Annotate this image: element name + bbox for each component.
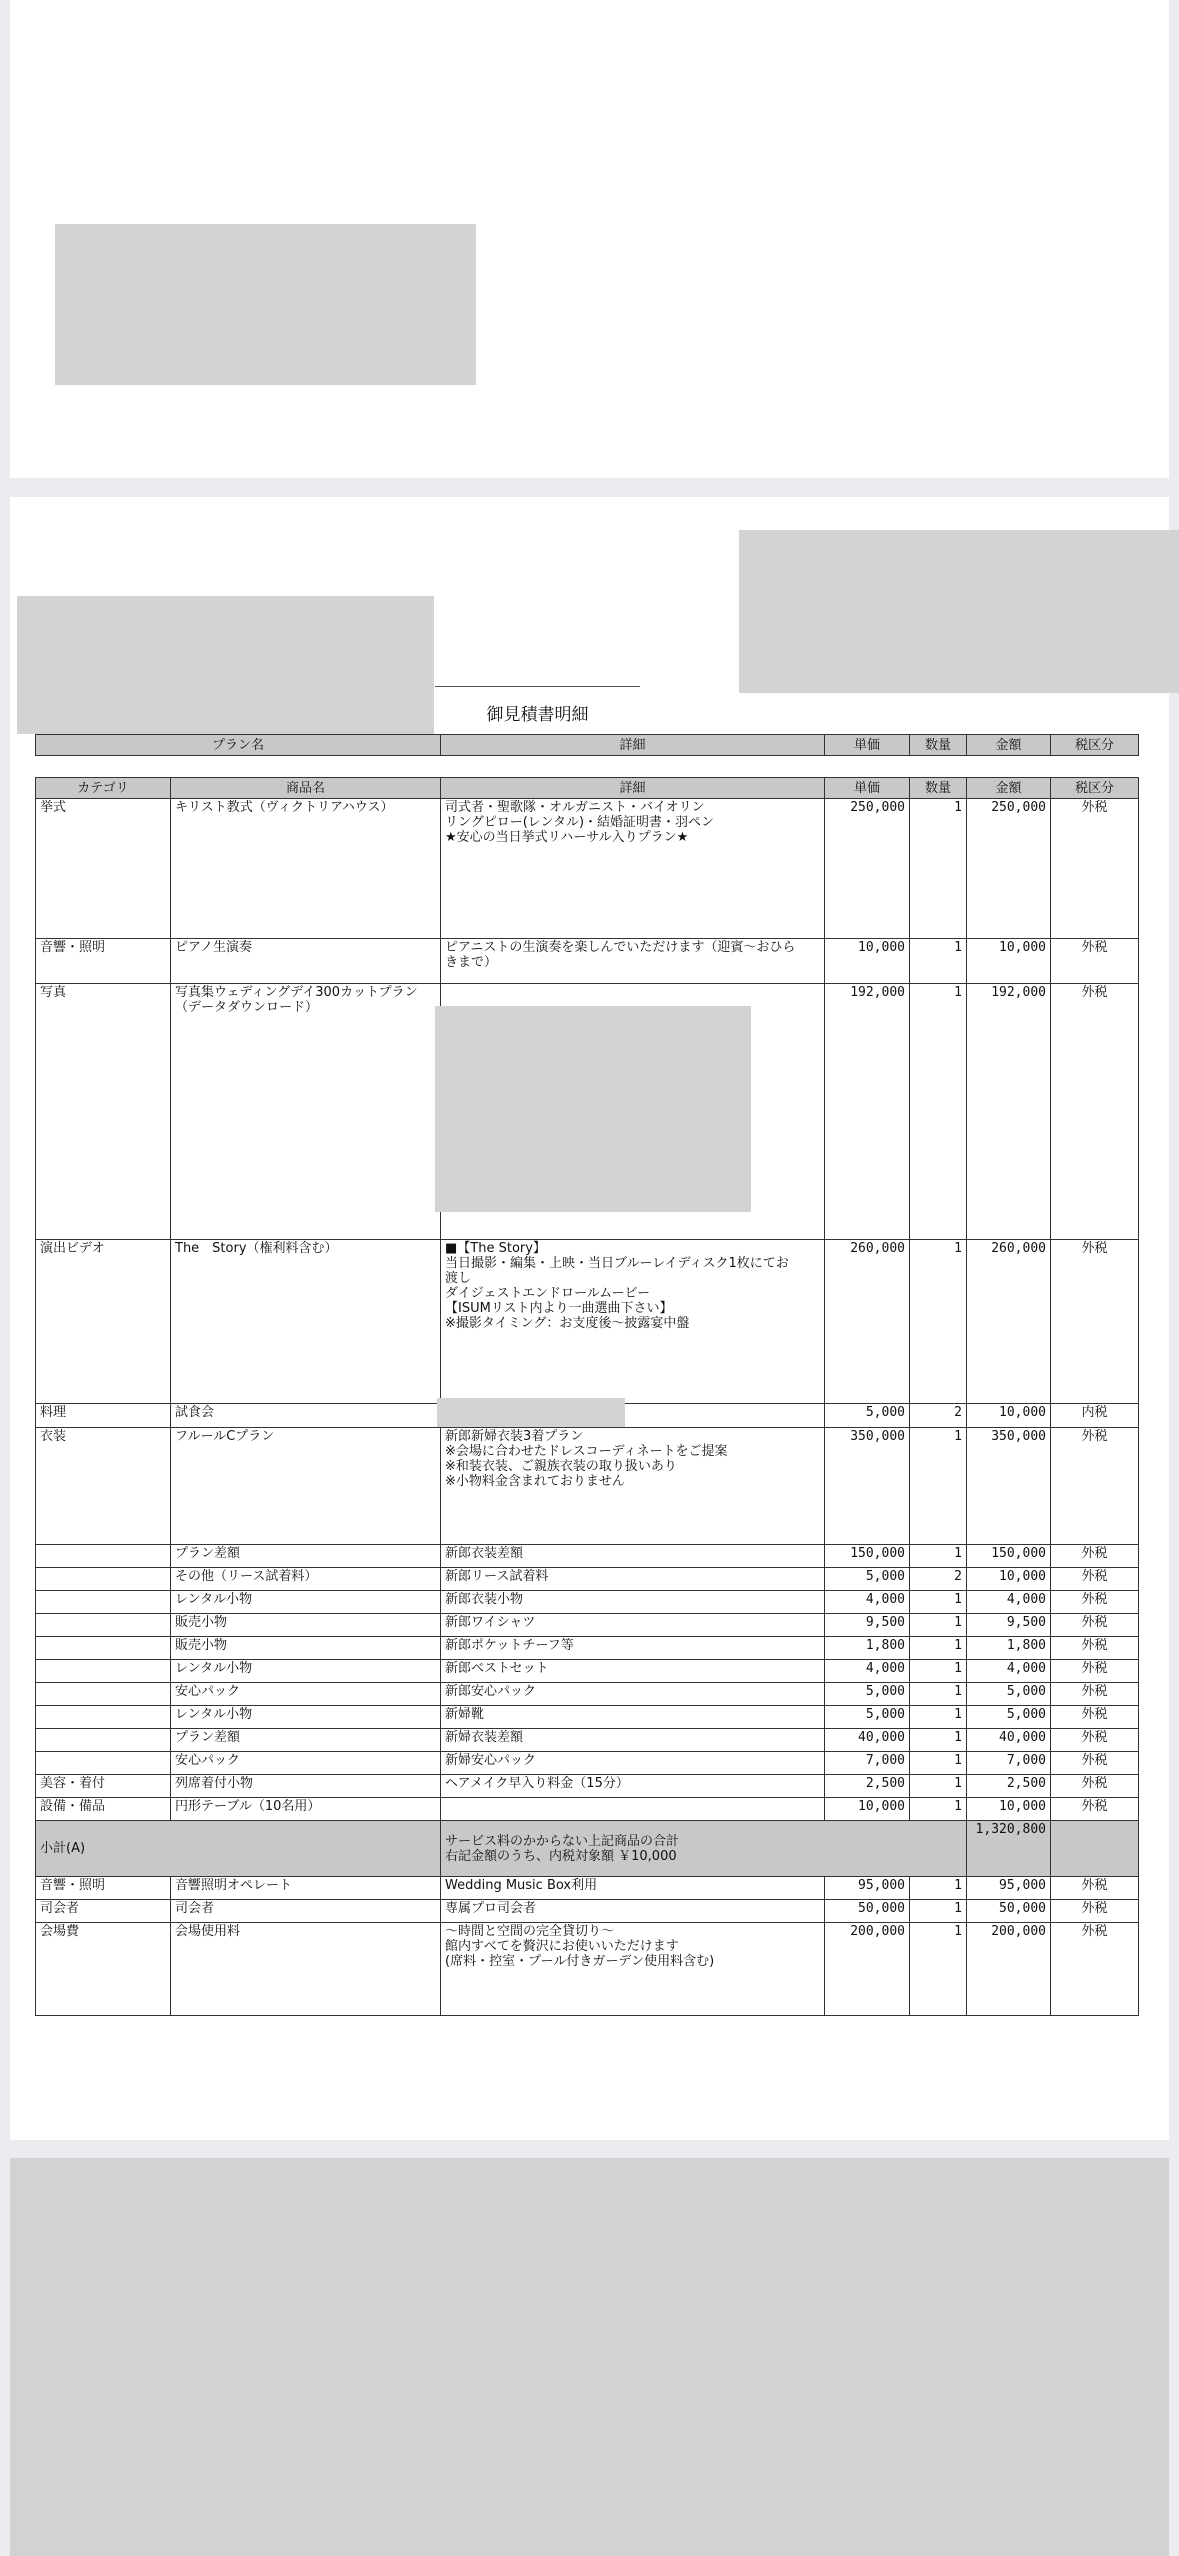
qty-cell: 1 [910, 1752, 967, 1775]
tax-cell: 外税 [1051, 1775, 1139, 1798]
category-cell: 設備・備品 [36, 1798, 171, 1821]
tax-cell: 外税 [1051, 1683, 1139, 1706]
redacted-block [55, 224, 476, 385]
unit-price-cell: 9,500 [825, 1614, 910, 1637]
qty-cell: 1 [910, 1775, 967, 1798]
amount-cell: 1,800 [967, 1637, 1051, 1660]
header-detail: 詳細 [441, 735, 825, 756]
detail-cell [441, 1428, 825, 1545]
category-cell [36, 1752, 171, 1775]
tax-cell: 外税 [1051, 1752, 1139, 1775]
amount-cell: 350,000 [967, 1428, 1051, 1545]
category-cell [36, 1660, 171, 1683]
detail-line: ※和装衣装、ご親族衣装の取り扱いあり [445, 1459, 677, 1474]
detail-line: 新婦安心パック [445, 1753, 537, 1768]
subtotal-note [441, 1821, 967, 1877]
table-row [36, 1752, 1139, 1775]
qty-cell: 2 [910, 1404, 967, 1428]
detail-line: 新婦靴 [445, 1707, 485, 1722]
detail-line: ピアニストの生演奏を楽しんでいただけます（迎賓～おひら [445, 940, 796, 955]
amount-cell: 10,000 [967, 939, 1051, 984]
unit-price-cell: 5,000 [825, 1683, 910, 1706]
subtotal-amount: 1,320,800 [967, 1821, 1051, 1877]
detail-line: ※撮影タイミング：お支度後～披露宴中盤 [445, 1316, 690, 1331]
redacted-block [435, 1006, 751, 1212]
header-amount: 金額 [967, 735, 1051, 756]
detail-line: ダイジェストエンドロールムービー [445, 1286, 651, 1301]
category-cell: 音響・照明 [36, 1877, 171, 1900]
detail-cell [441, 1706, 825, 1729]
unit-price-cell: 10,000 [825, 1798, 910, 1821]
detail-cell [441, 939, 825, 984]
table-row [36, 1923, 1139, 2016]
detail-line: 【ISUMリスト内より一曲選曲下さい】 [445, 1301, 673, 1316]
tax-cell: 外税 [1051, 1614, 1139, 1637]
header-product: 商品名 [171, 778, 441, 799]
amount-cell: 4,000 [967, 1591, 1051, 1614]
amount-cell: 5,000 [967, 1706, 1051, 1729]
qty-cell: 2 [910, 1568, 967, 1591]
detail-line: 当日撮影・編集・上映・当日ブルーレイディスク1枚にてお [445, 1256, 789, 1271]
header-unit-price: 単価 [825, 735, 910, 756]
qty-cell: 1 [910, 1660, 967, 1683]
unit-price-cell: 250,000 [825, 799, 910, 939]
table-row [36, 1614, 1139, 1637]
tax-cell: 内税 [1051, 1404, 1139, 1428]
detail-cell [441, 1798, 825, 1821]
tax-cell: 外税 [1051, 1240, 1139, 1404]
category-cell [36, 1614, 171, 1637]
unit-price-cell: 192,000 [825, 984, 910, 1240]
detail-line: ★安心の当日挙式リハーサル入りプラン★ [445, 830, 689, 845]
unit-price-cell: 5,000 [825, 1568, 910, 1591]
detail-cell [441, 799, 825, 939]
amount-cell: 7,000 [967, 1752, 1051, 1775]
qty-cell: 1 [910, 799, 967, 939]
detail-cell [441, 1614, 825, 1637]
category-cell: 司会者 [36, 1900, 171, 1923]
qty-cell: 1 [910, 1614, 967, 1637]
table-row [36, 1568, 1139, 1591]
header-tax: 税区分 [1051, 735, 1139, 756]
document-page-1 [10, 0, 1169, 478]
unit-price-cell: 5,000 [825, 1706, 910, 1729]
subtotal-note-line: 右記金額のうち、内税対象額 ￥10,000 [445, 1848, 677, 1864]
qty-cell: 1 [910, 1240, 967, 1404]
qty-cell: 1 [910, 1637, 967, 1660]
detail-line: ■【The Story】 [445, 1241, 546, 1256]
category-cell: 料理 [36, 1404, 171, 1428]
table-row [36, 1706, 1139, 1729]
redacted-block [17, 596, 434, 734]
plan-header-table [35, 734, 1139, 756]
estimate-table [35, 777, 1139, 2016]
product-cell: 安心パック [171, 1752, 441, 1775]
tax-cell: 外税 [1051, 1428, 1139, 1545]
tax-cell: 外税 [1051, 1637, 1139, 1660]
product-cell: 試食会 [171, 1404, 441, 1428]
unit-price-cell: 10,000 [825, 939, 910, 984]
table-row [36, 1428, 1139, 1545]
subtotal-tax [1051, 1821, 1139, 1877]
detail-line: 新郎ポケットチーフ等 [445, 1638, 574, 1653]
table-row [36, 799, 1139, 939]
table-row [36, 1775, 1139, 1798]
amount-cell: 260,000 [967, 1240, 1051, 1404]
product-cell: ピアノ生演奏 [171, 939, 441, 984]
table-row [36, 1877, 1139, 1900]
detail-line: 新郎ワイシャツ [445, 1615, 536, 1630]
product-cell: 安心パック [171, 1683, 441, 1706]
subtotal-label: 小計(A) [36, 1821, 441, 1877]
table-row [36, 939, 1139, 984]
product-cell: プラン差額 [171, 1729, 441, 1752]
amount-cell: 192,000 [967, 984, 1051, 1240]
tax-cell: 外税 [1051, 799, 1139, 939]
category-cell [36, 1591, 171, 1614]
tax-cell: 外税 [1051, 1900, 1139, 1923]
header-plan-name: プラン名 [36, 735, 441, 756]
detail-line: (席料・控室・プール付きガーデン使用料含む) [445, 1954, 715, 1969]
qty-cell: 1 [910, 1923, 967, 2016]
unit-price-cell: 1,800 [825, 1637, 910, 1660]
tax-cell: 外税 [1051, 1729, 1139, 1752]
subtotal-row [36, 1821, 1139, 1877]
unit-price-cell: 50,000 [825, 1900, 910, 1923]
unit-price-cell: 40,000 [825, 1729, 910, 1752]
detail-line: 司式者・聖歌隊・オルガニスト・バイオリン [445, 800, 705, 815]
category-cell: 演出ビデオ [36, 1240, 171, 1404]
tax-cell: 外税 [1051, 984, 1139, 1240]
detail-line: 専属プロ司会者 [445, 1901, 537, 1916]
unit-price-cell: 150,000 [825, 1545, 910, 1568]
product-cell: 会場使用料 [171, 1923, 441, 2016]
detail-line: ～時間と空間の完全貸切り～ [445, 1924, 615, 1939]
amount-cell: 5,000 [967, 1683, 1051, 1706]
header-tax: 税区分 [1051, 778, 1139, 799]
category-cell: 衣装 [36, 1428, 171, 1545]
detail-line: きまで） [445, 955, 498, 970]
product-cell: 販売小物 [171, 1614, 441, 1637]
detail-cell [441, 1729, 825, 1752]
detail-line: 渡し [445, 1271, 472, 1286]
tax-cell: 外税 [1051, 1660, 1139, 1683]
tax-cell: 外税 [1051, 1706, 1139, 1729]
table-row [36, 1240, 1139, 1404]
amount-cell: 150,000 [967, 1545, 1051, 1568]
detail-cell [441, 1637, 825, 1660]
detail-line: 新郎衣装小物 [445, 1592, 524, 1607]
table-row [36, 1798, 1139, 1821]
detail-line: ※会場に合わせたドレスコーディネートをご提案 [445, 1444, 728, 1459]
unit-price-cell: 7,000 [825, 1752, 910, 1775]
detail-cell [441, 1877, 825, 1900]
qty-cell: 1 [910, 1729, 967, 1752]
product-cell: レンタル小物 [171, 1591, 441, 1614]
table-row [36, 1637, 1139, 1660]
product-cell: プラン差額 [171, 1545, 441, 1568]
tax-cell: 外税 [1051, 1591, 1139, 1614]
amount-cell: 50,000 [967, 1900, 1051, 1923]
qty-cell: 1 [910, 1877, 967, 1900]
product-cell: レンタル小物 [171, 1706, 441, 1729]
amount-cell: 10,000 [967, 1798, 1051, 1821]
amount-cell: 200,000 [967, 1923, 1051, 2016]
qty-cell: 1 [910, 1591, 967, 1614]
amount-cell: 4,000 [967, 1660, 1051, 1683]
detail-line: Wedding Music Box利用 [445, 1878, 598, 1893]
product-cell: その他（リース試着料） [171, 1568, 441, 1591]
amount-cell: 95,000 [967, 1877, 1051, 1900]
amount-cell: 9,500 [967, 1614, 1051, 1637]
table-row [36, 1683, 1139, 1706]
category-cell: 写真 [36, 984, 171, 1240]
header-category: カテゴリ [36, 778, 171, 799]
unit-price-cell: 4,000 [825, 1591, 910, 1614]
detail-line: 館内すべてを贅沢にお使いいただけます [445, 1939, 679, 1954]
category-cell [36, 1545, 171, 1568]
category-cell [36, 1706, 171, 1729]
detail-cell [441, 1240, 825, 1404]
detail-cell [441, 1545, 825, 1568]
qty-cell: 1 [910, 1428, 967, 1545]
subtotal-note-line: サービス料のかからない上記商品の合計 [445, 1833, 680, 1849]
table-row [36, 1900, 1139, 1923]
document-page-3 [10, 2158, 1169, 2556]
table-row [36, 1545, 1139, 1568]
unit-price-cell: 4,000 [825, 1660, 910, 1683]
product-cell: 司会者 [171, 1900, 441, 1923]
tax-cell: 外税 [1051, 1545, 1139, 1568]
tax-cell: 外税 [1051, 1923, 1139, 2016]
tax-cell: 外税 [1051, 939, 1139, 984]
amount-cell: 2,500 [967, 1775, 1051, 1798]
header-qty: 数量 [910, 735, 967, 756]
category-cell [36, 1683, 171, 1706]
document-title: 御見積書明細 [486, 705, 589, 725]
header-unit-price: 単価 [825, 778, 910, 799]
detail-cell [441, 1568, 825, 1591]
category-cell: 会場費 [36, 1923, 171, 2016]
header-qty: 数量 [910, 778, 967, 799]
tax-cell: 外税 [1051, 1798, 1139, 1821]
unit-price-cell: 5,000 [825, 1404, 910, 1428]
tax-cell: 外税 [1051, 1568, 1139, 1591]
product-cell: 写真集ウェディングデイ300カットプラン（データダウンロード） [171, 984, 441, 1240]
product-cell: 音響照明オペレート [171, 1877, 441, 1900]
qty-cell: 1 [910, 984, 967, 1240]
category-cell [36, 1568, 171, 1591]
detail-cell [441, 1660, 825, 1683]
qty-cell: 1 [910, 1900, 967, 1923]
table-row [36, 1591, 1139, 1614]
detail-line: 新郎衣装差額 [445, 1546, 524, 1561]
detail-cell [441, 1752, 825, 1775]
amount-cell: 250,000 [967, 799, 1051, 939]
detail-line: 新郎ベストセット [445, 1661, 549, 1676]
amount-cell: 10,000 [967, 1404, 1051, 1428]
qty-cell: 1 [910, 939, 967, 984]
product-cell: 列席着付小物 [171, 1775, 441, 1798]
detail-cell [441, 1683, 825, 1706]
amount-cell: 10,000 [967, 1568, 1051, 1591]
detail-line: リングピロー(レンタル)・結婚証明書・羽ペン [445, 815, 715, 830]
product-cell: キリスト教式（ヴィクトリアハウス） [171, 799, 441, 939]
category-cell: 美容・着付 [36, 1775, 171, 1798]
product-cell: The Story（権利料含む） [171, 1240, 441, 1404]
qty-cell: 1 [910, 1683, 967, 1706]
detail-line: ヘアメイク早入り料金（15分） [445, 1776, 629, 1791]
detail-cell [441, 1923, 825, 2016]
redacted-block [739, 530, 1179, 693]
category-cell [36, 1729, 171, 1752]
unit-price-cell: 200,000 [825, 1923, 910, 2016]
amount-cell: 40,000 [967, 1729, 1051, 1752]
header-detail: 詳細 [441, 778, 825, 799]
table-row [36, 1660, 1139, 1683]
category-cell [36, 1637, 171, 1660]
category-cell: 音響・照明 [36, 939, 171, 984]
detail-line: ※小物料金含まれておりません [445, 1474, 625, 1489]
product-cell: 円形テーブル（10名用） [171, 1798, 441, 1821]
detail-cell [441, 1775, 825, 1798]
product-cell: 販売小物 [171, 1637, 441, 1660]
detail-cell [441, 1591, 825, 1614]
title-underline [435, 686, 640, 687]
unit-price-cell: 2,500 [825, 1775, 910, 1798]
redacted-block [437, 1398, 625, 1427]
unit-price-cell: 350,000 [825, 1428, 910, 1545]
detail-line: 新婦衣装差額 [445, 1730, 524, 1745]
unit-price-cell: 95,000 [825, 1877, 910, 1900]
qty-cell: 1 [910, 1706, 967, 1729]
detail-line: 新郎新婦衣装3着プラン [445, 1429, 584, 1444]
category-cell: 挙式 [36, 799, 171, 939]
qty-cell: 1 [910, 1798, 967, 1821]
unit-price-cell: 260,000 [825, 1240, 910, 1404]
product-cell: レンタル小物 [171, 1660, 441, 1683]
tax-cell: 外税 [1051, 1877, 1139, 1900]
product-cell: フルールCプラン [171, 1428, 441, 1545]
qty-cell: 1 [910, 1545, 967, 1568]
table-row [36, 1729, 1139, 1752]
detail-line: 新郎安心パック [445, 1684, 537, 1699]
header-amount: 金額 [967, 778, 1051, 799]
detail-cell [441, 1900, 825, 1923]
detail-line: 新郎リース試着料 [445, 1569, 549, 1584]
